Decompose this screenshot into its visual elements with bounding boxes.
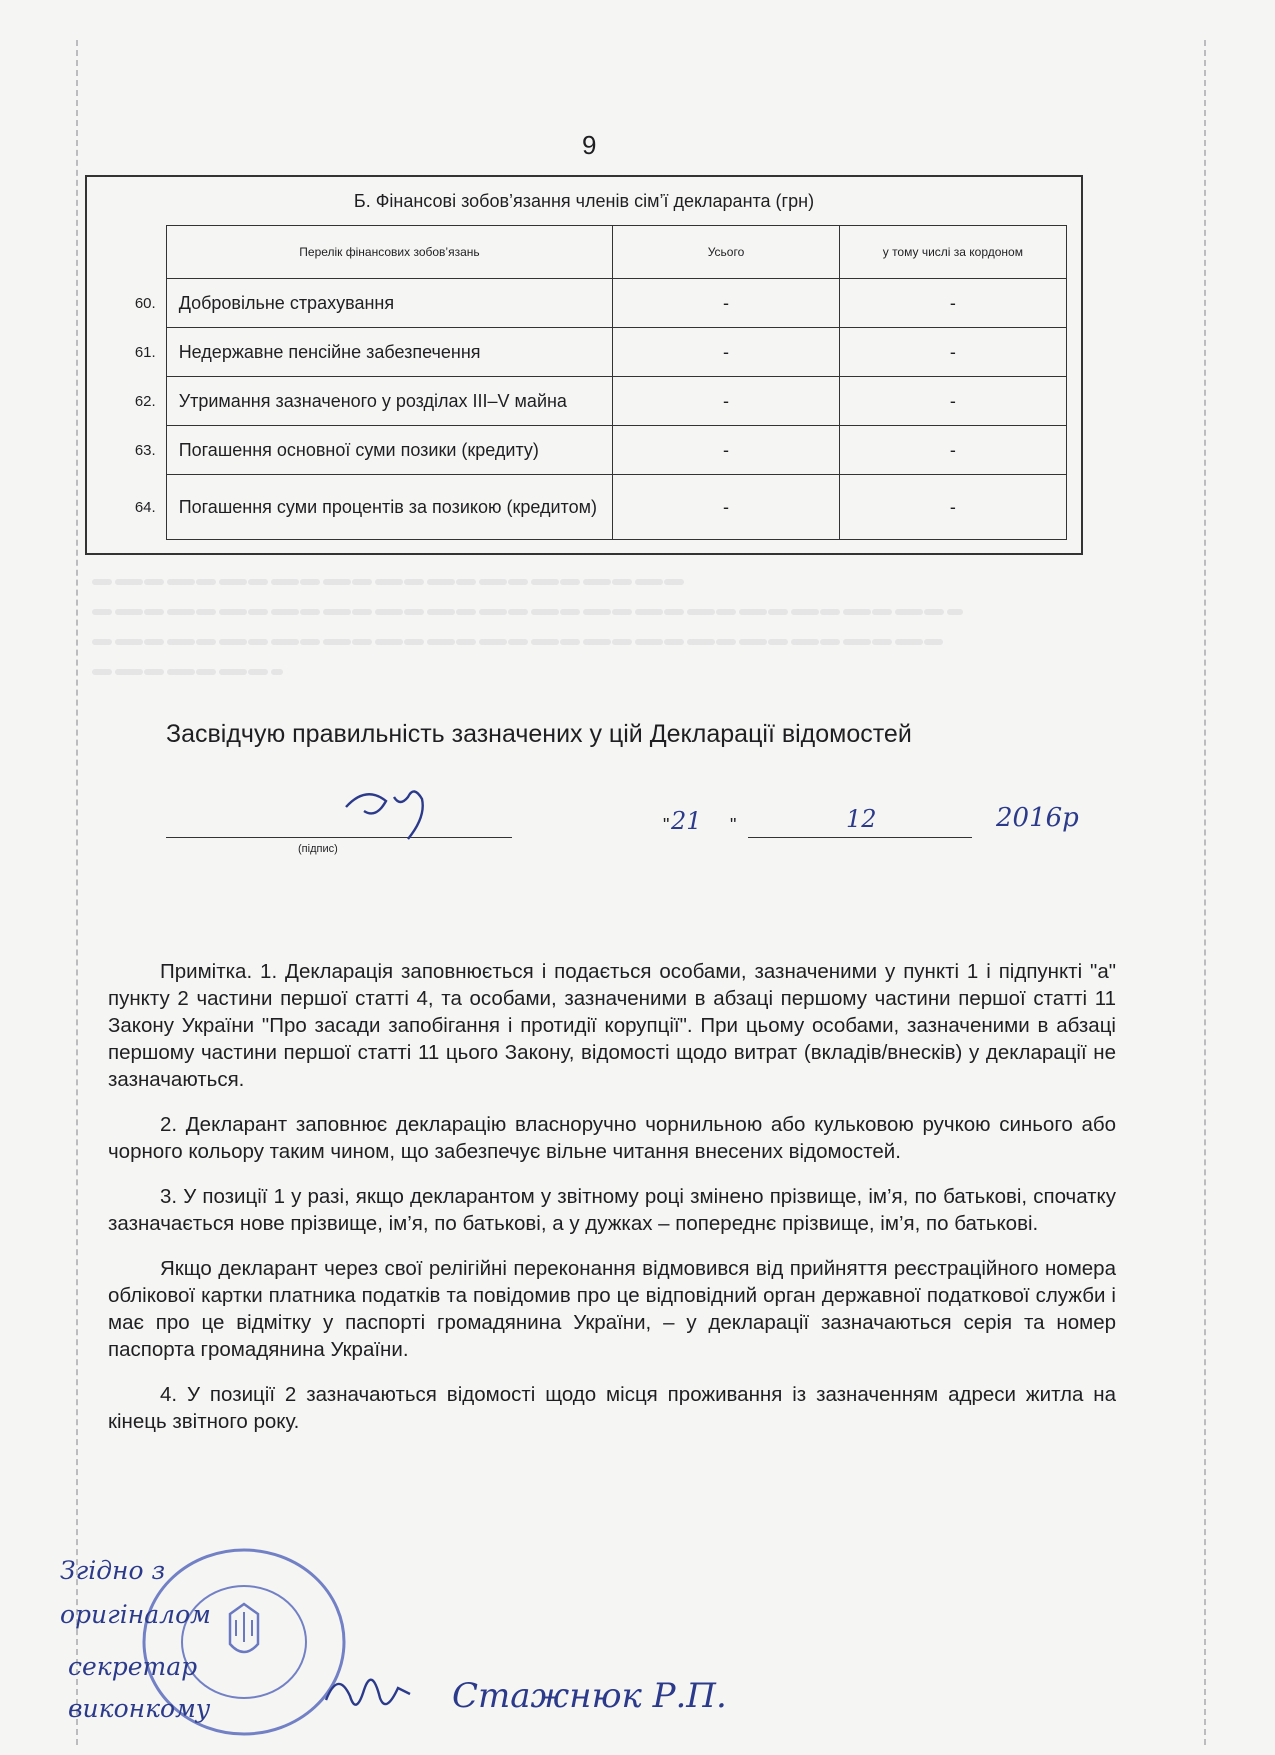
attestation-line2: оригіналом (60, 1600, 211, 1629)
obligations-table (127, 225, 1067, 540)
row-number: 63. (134, 441, 156, 459)
attestation-line3: секретар (68, 1652, 198, 1681)
table-row (127, 426, 1067, 475)
attestation-name: Стажнюк Р.П. (452, 1676, 727, 1716)
notes-block (108, 958, 1116, 1453)
attestation-signature (318, 1660, 428, 1730)
row-number: 61. (134, 343, 156, 361)
row-label: Добровільне страхування (166, 279, 613, 328)
row-total: - (613, 328, 840, 377)
header-abroad: у тому числі за кордоном (839, 226, 1066, 279)
date-day: 21 (671, 807, 702, 835)
page-number: 9 (582, 130, 597, 160)
month-line (748, 837, 972, 838)
table-header-row (127, 226, 1067, 279)
signature-caption: (підпис) (298, 843, 338, 855)
note-paragraph: 3. У позиції 1 у разі, якщо декларантом у звітному році змінено прізвище, ім’я, по батькові, спочатку зазначається нове прізвище, ім’я, по батькові, а у дужках – попереднє прізвище, ім’я, по батькові. (108, 1185, 1116, 1235)
date-month: 12 (846, 805, 877, 833)
open-quote: " (663, 815, 670, 835)
note-paragraph: 2. Декларант заповнює декларацію власноручно чорнильною або кульковою ручкою синього або чорного кольору таким чином, що забезпечує вільне читання внесених відомостей. (108, 1113, 1116, 1163)
header-total: Усього (613, 226, 840, 279)
row-label: Погашення суми процентів за позикою (кредитом) (166, 475, 613, 540)
row-abroad: - (839, 377, 1066, 426)
note-paragraph: Якщо декларант через свої релігійні переконання відмовився від прийняття реєстраційного номера облікової картки платника податків та повідомив про це відповідний орган державної податкової служби і має про це відмітку у паспорті громадянина України, – у декларації зазначаються серія та номер паспорта громадянина України. (108, 1257, 1116, 1361)
close-quote: " (730, 815, 737, 835)
row-total: - (613, 377, 840, 426)
table-row (127, 377, 1067, 426)
row-label: Недержавне пенсійне забезпечення (166, 328, 613, 377)
signature-row (166, 795, 1096, 865)
signature-mark (336, 777, 446, 847)
scan-edge-right (1204, 40, 1206, 1745)
row-label: Утримання зазначеного у розділах III–V майна (166, 377, 613, 426)
row-label: Погашення основної суми позики (кредиту) (166, 426, 613, 475)
row-total: - (613, 426, 840, 475)
attestation-line1: Згідно з (60, 1556, 166, 1585)
row-abroad: - (839, 279, 1066, 328)
row-abroad: - (839, 475, 1066, 540)
row-total: - (613, 475, 840, 540)
row-abroad: - (839, 328, 1066, 377)
table-row (127, 328, 1067, 377)
header-obligations: Перелік фінансових зобов’язань (166, 226, 613, 279)
bleed-through-texture (80, 560, 980, 690)
row-number: 62. (134, 392, 156, 410)
attestation-line4: виконкому (68, 1694, 211, 1723)
scan-edge-left (76, 40, 78, 1745)
section-title: Б. Фінансові зобов’язання членів сім’ї декларанта (грн) (353, 191, 815, 211)
table-row (127, 279, 1067, 328)
row-total: - (613, 279, 840, 328)
table-row (127, 475, 1067, 540)
header-num-cell (127, 226, 166, 279)
date-year: 2016р (996, 803, 1079, 833)
row-number: 60. (134, 294, 156, 312)
note-paragraph: Примітка. 1. Декларація заповнюється і подається особами, зазначеними у пункті 1 і підпункті "а" пункту 2 частини першої статті 4, та особами, зазначеними в абзаці першому частини першої статті 11 Закону України "Про засади запобігання і протидії корупції". При цьому особами, зазначеними в абзаці першому частини першої статті 11 цього Закону, відомості щодо витрат (вкладів/внесків) у декларації не зазначаються. (108, 960, 1116, 1091)
note-paragraph: 4. У позиції 2 зазначаються відомості щодо місця проживання із зазначенням адреси житла на кінець звітного року. (108, 1383, 1116, 1433)
row-abroad: - (839, 426, 1066, 475)
financial-obligations-section (85, 175, 1083, 555)
row-number: 64. (134, 498, 156, 516)
certification-text: Засвідчую правильність зазначених у цій Декларації відомостей (166, 720, 912, 748)
